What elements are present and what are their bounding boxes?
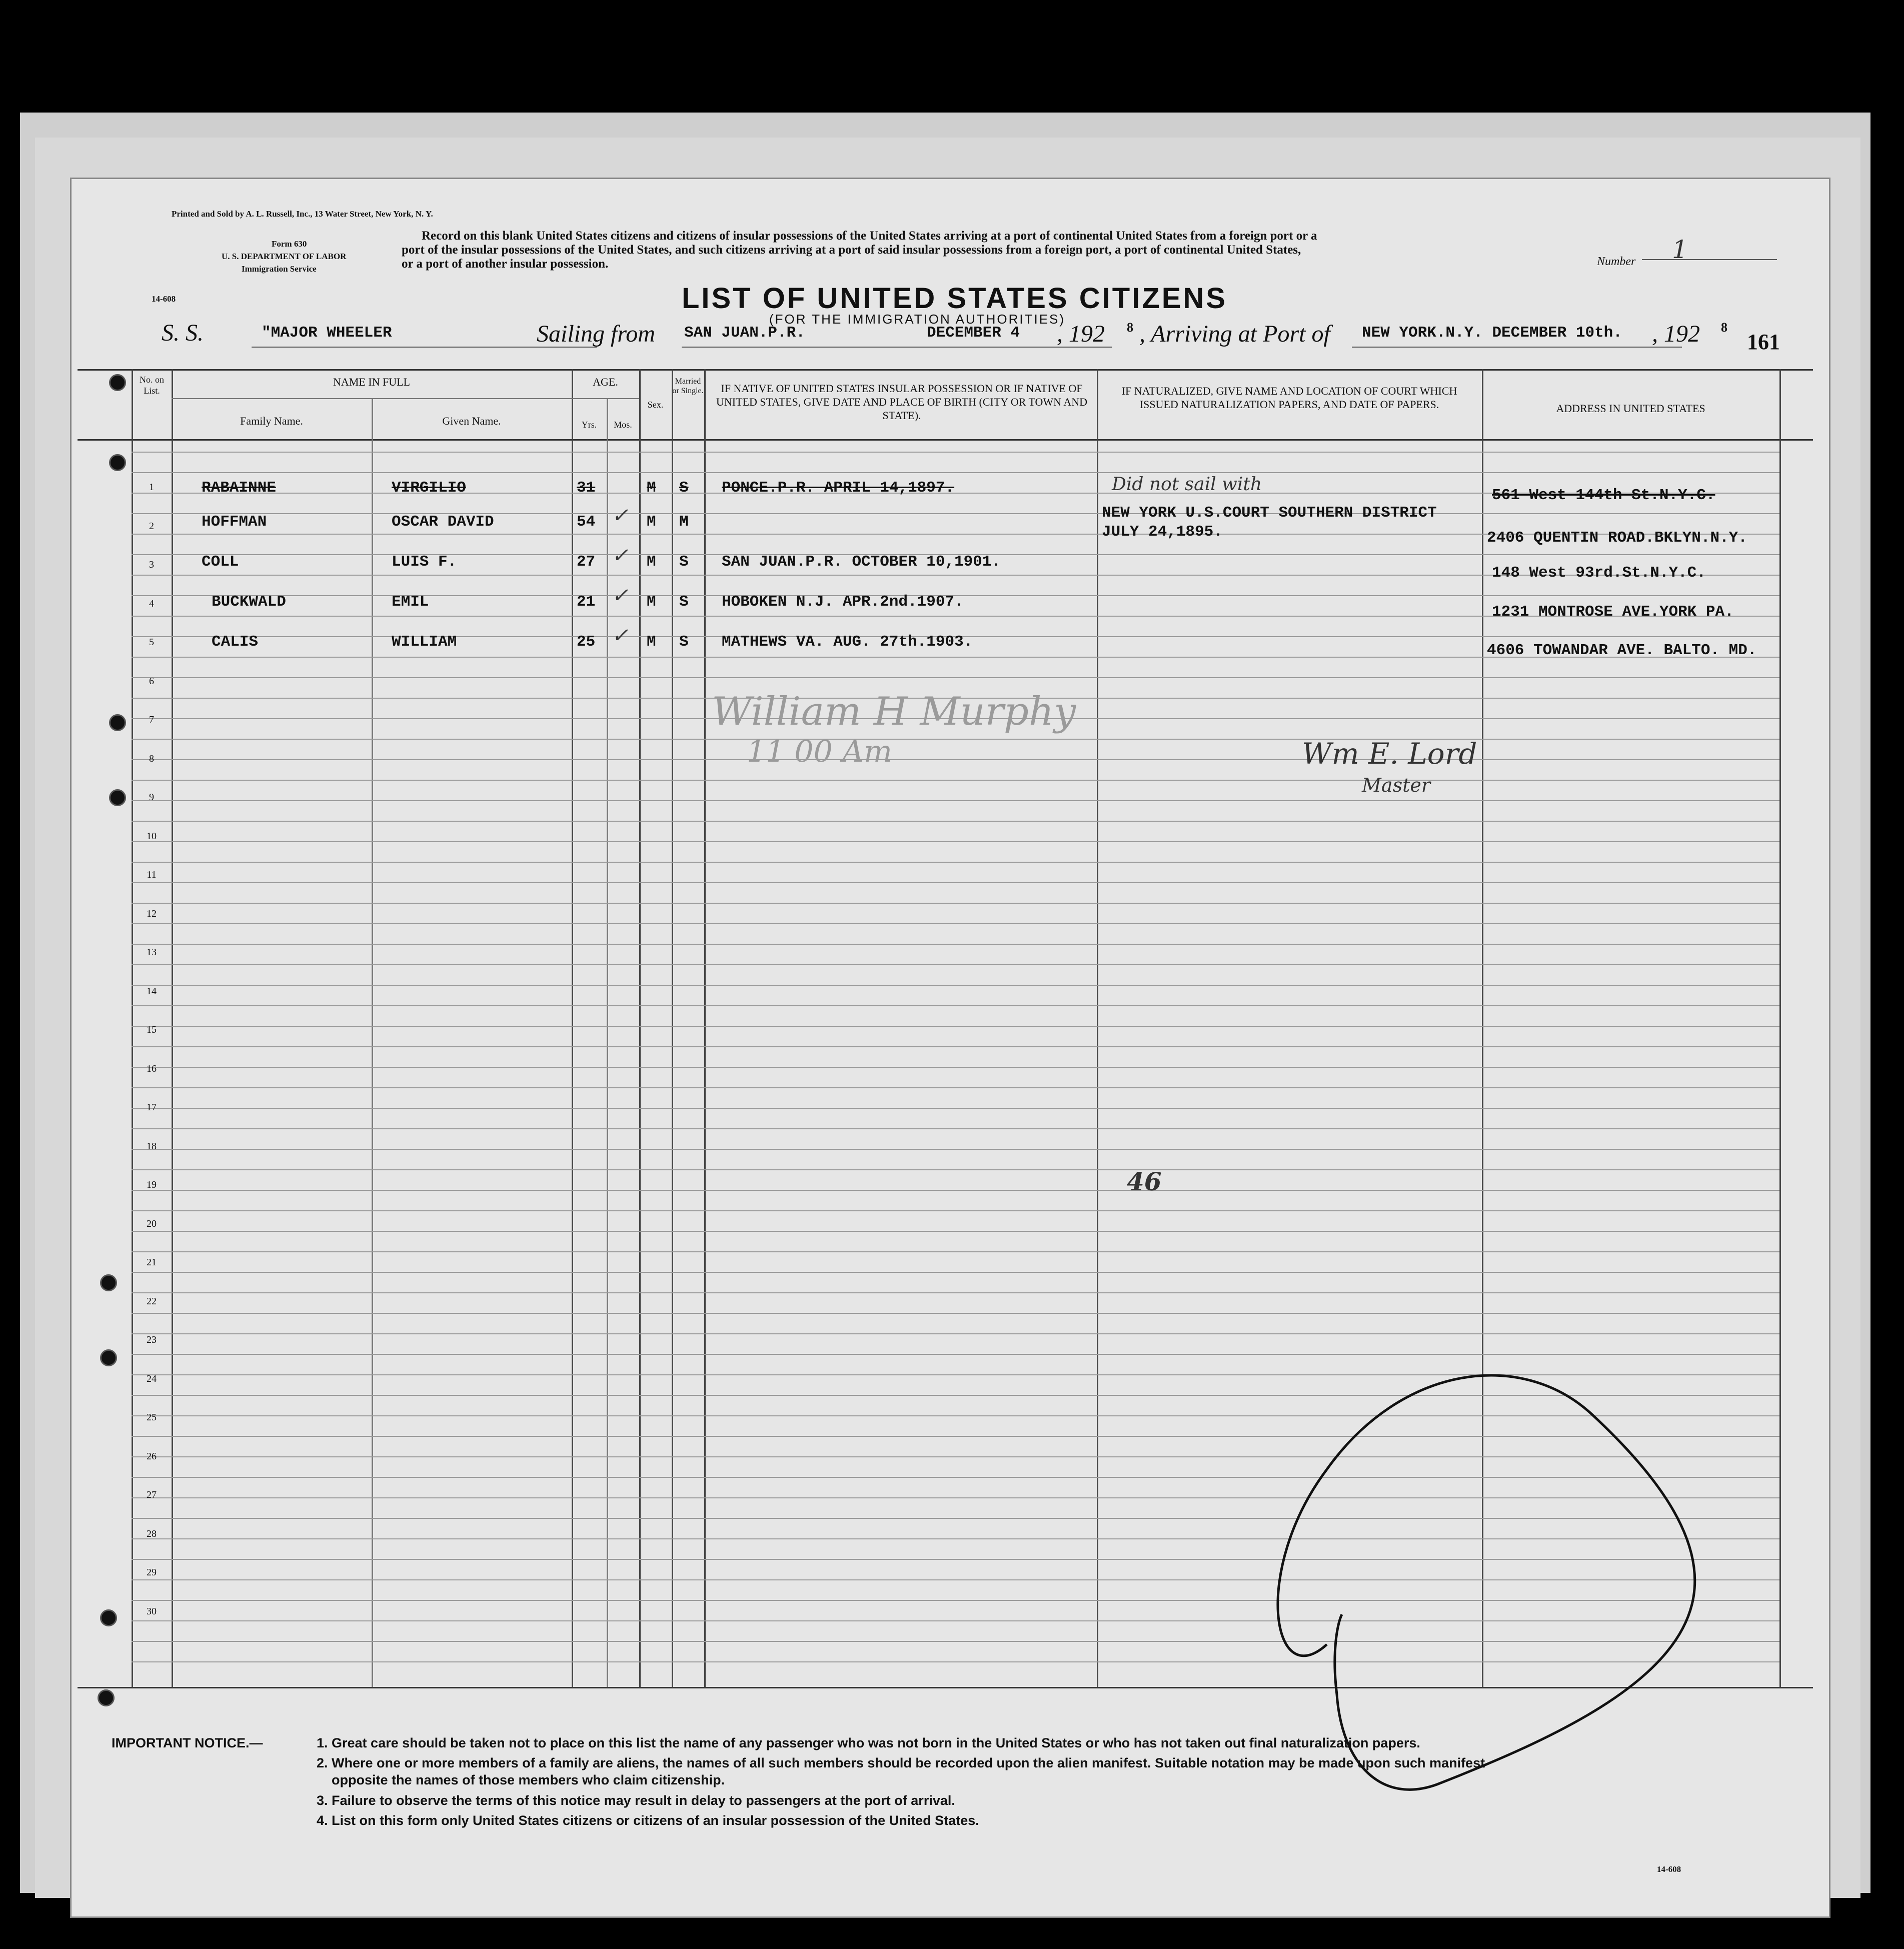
ruled-line [132, 821, 1779, 822]
row-number: 22 [147, 1295, 157, 1307]
sailing-from: SAN JUAN.P.R. [684, 324, 805, 342]
given-name: EMIL [392, 593, 429, 611]
ruled-line [132, 923, 1779, 924]
inspector-signature: William H Murphy [712, 689, 1076, 734]
given-name: OSCAR DAVID [392, 513, 494, 531]
ruled-line [132, 1108, 1779, 1109]
row-number: 17 [147, 1102, 157, 1113]
ruled-line [132, 1005, 1779, 1006]
row-number: 29 [147, 1567, 157, 1578]
number-underline [1642, 259, 1777, 260]
service-label: Immigration Service [242, 264, 317, 274]
row-number: 28 [147, 1528, 157, 1539]
ruled-line [132, 780, 1779, 781]
row-number: 8 [149, 753, 154, 764]
arriving-port: NEW YORK.N.Y. DECEMBER 10th. [1362, 324, 1622, 342]
col-age: AGE. [593, 376, 618, 388]
sex: M [647, 479, 656, 497]
check-mark: ✓ [612, 624, 629, 647]
ruled-line [132, 1251, 1779, 1252]
given-name: LUIS F. [392, 553, 457, 571]
family-name: HOFFMAN [202, 513, 267, 531]
row-number: 23 [147, 1334, 157, 1345]
row-number: 7 [149, 714, 154, 725]
naturalization-note: Did not sail with [1112, 474, 1262, 495]
ruled-line [132, 1210, 1779, 1211]
table-top-border [78, 369, 1813, 371]
row-number: 19 [147, 1179, 157, 1190]
ss-label: S. S. [162, 320, 204, 346]
naturalization-court: NEW YORK U.S.COURT SOUTHERN DISTRICT [1102, 504, 1437, 522]
row-number: 5 [149, 637, 154, 648]
birth-info: HOBOKEN N.J. APR.2nd.1907. [722, 593, 964, 611]
instruction-line-1: Record on this blank United States citizens and citizens of insular possessions of the United States arriving at a port of continental United States from a foreign port or a [422, 229, 1317, 243]
binder-hole [100, 1274, 117, 1291]
binder-hole [100, 1609, 117, 1626]
row-number: 16 [147, 1063, 157, 1074]
marital-status: M [679, 513, 689, 531]
check-mark: ✓ [612, 544, 629, 567]
ruled-line [132, 1169, 1779, 1170]
age-years: 21 [577, 593, 596, 611]
col-naturalized: IF NATURALIZED, GIVE NAME AND LOCATION OF COURT WHICH ISSUED NATURALIZATION PAPERS, AND DATE OF PAPERS. [1121, 385, 1457, 411]
notice-item-2-cont: opposite the names of those members who claim citizenship. [332, 1772, 725, 1787]
row-number: 14 [147, 985, 157, 997]
sex: M [647, 513, 656, 531]
row-number: 1 [149, 482, 154, 493]
master-title: Master [1362, 774, 1430, 796]
page-title: LIST OF UNITED STATES CITIZENS [682, 282, 1227, 315]
marital-status: S [679, 633, 689, 651]
sailing-label: Sailing from [537, 321, 655, 347]
row-number: 13 [147, 947, 157, 958]
extra-address: 4606 TOWANDAR AVE. BALTO. MD. [1487, 642, 1757, 659]
row-number: 21 [147, 1257, 157, 1268]
col-address: ADDRESS IN UNITED STATES [1556, 402, 1705, 415]
col-birth: IF NATIVE OF UNITED STATES INSULAR POSSESSION OR IF NATIVE OF UNITED STATES, GIVE DATE AND PLACE OF BIRTH (CITY OR TOWN AND STATE). [716, 382, 1088, 422]
year-prefix: , 192 [1057, 321, 1105, 347]
row-number: 6 [149, 675, 154, 687]
row-number: 18 [147, 1140, 157, 1152]
year2-prefix: , 192 [1652, 321, 1700, 347]
sex: M [647, 593, 656, 611]
binder-hole [109, 789, 126, 806]
year2-digit: 8 [1721, 320, 1727, 335]
ruled-line [132, 1128, 1779, 1129]
col-mos: Mos. [614, 420, 632, 430]
ruled-line [132, 985, 1779, 986]
age-years: 27 [577, 553, 596, 571]
ruled-line [132, 903, 1779, 904]
marital-status: S [679, 593, 689, 611]
row-number: 20 [147, 1218, 157, 1229]
binder-hole [109, 374, 126, 391]
age-years: 31 [577, 479, 596, 497]
row-number: 25 [147, 1412, 157, 1423]
marital-status: S [679, 553, 689, 571]
col-sex: Sex. [647, 400, 664, 410]
ruled-line [132, 759, 1779, 760]
col-name-in-full: NAME IN FULL [333, 376, 410, 388]
family-name: COLL [202, 553, 239, 571]
row-number: 12 [147, 908, 157, 919]
col-yrs: Yrs. [581, 420, 597, 430]
age-years: 54 [577, 513, 596, 531]
ruled-line [132, 944, 1779, 945]
birth-info: MATHEWS VA. AUG. 27th.1903. [722, 633, 973, 651]
footer-form-code: 14-608 [1657, 1864, 1681, 1874]
marital-status: S [679, 479, 689, 497]
sailing-date: DECEMBER 4 [927, 324, 1020, 342]
col-given-name: Given Name. [442, 415, 501, 427]
address: 1231 MONTROSE AVE.YORK PA. [1492, 603, 1734, 621]
department-label: U. S. DEPARTMENT OF LABOR [222, 252, 347, 261]
given-name: VIRGILIO [392, 479, 466, 497]
sex: M [647, 553, 656, 571]
age-years: 25 [577, 633, 596, 651]
ruled-line [132, 1333, 1779, 1334]
row-number: 4 [149, 598, 154, 609]
binder-hole [109, 454, 126, 471]
instruction-line-2: port of the insular possessions of the United States, and such citizens arriving at a port of said insular possessions from a foreign port, a port of continental United States, [402, 243, 1301, 257]
row-number: 10 [147, 830, 157, 842]
ruled-line [132, 472, 1779, 473]
manifest-page [70, 178, 1830, 1918]
row-number: 2 [149, 520, 154, 532]
col-no: No. on List. [140, 375, 164, 396]
ruled-line [132, 964, 1779, 965]
sex: M [647, 633, 656, 651]
birth-info: PONCE.P.R. APRIL 14,1897. [722, 479, 955, 497]
ruled-line [132, 1313, 1779, 1314]
binder-hole [100, 1349, 117, 1366]
notice-item-1: 1. Great care should be taken not to place on this list the name of any passenger who was not born in the United States or who has not taken out final naturalization papers. [317, 1735, 1420, 1750]
form-number: Form 630 [272, 239, 307, 249]
notice-item-3: 3. Failure to observe the terms of this notice may result in delay to passengers at the port of arrival. [317, 1793, 955, 1808]
ruled-line [132, 882, 1779, 883]
notice-item-2: 2. Where one or more members of a family are aliens, the names of all such members should be recorded upon the alien manifest. Suitable notation may be made upon such manifest [317, 1755, 1485, 1770]
number-label: Number [1597, 255, 1636, 268]
arriving-label: , Arriving at Port of [1139, 321, 1330, 347]
inspection-time: 11 00 Am [747, 734, 893, 769]
naturalization-date: JULY 24,1895. [1102, 523, 1223, 541]
stamp-number: 46 [1127, 1167, 1162, 1196]
page-subtitle: (FOR THE IMMIGRATION AUTHORITIES) [769, 312, 1066, 327]
instruction-line-3: or a port of another insular possession. [402, 257, 609, 271]
row-number: 11 [147, 869, 157, 880]
ruled-line [132, 513, 1779, 514]
master-signature: Wm E. Lord [1302, 737, 1477, 771]
ship-name: "MAJOR WHEELER [262, 324, 392, 342]
row-number: 9 [149, 792, 154, 803]
table-header-border [78, 439, 1813, 441]
ruled-line [132, 862, 1779, 863]
page-number: 161 [1747, 330, 1780, 354]
row-number: 27 [147, 1489, 157, 1500]
year-digit: 8 [1127, 320, 1133, 335]
address: 561 West 144th St.N.Y.C. [1492, 487, 1715, 504]
ruled-line [132, 1149, 1779, 1150]
address: 2406 QUENTIN ROAD.BKLYN.N.Y. [1487, 529, 1747, 547]
ruled-line [132, 1272, 1779, 1273]
family-name: RABAINNE [202, 479, 276, 497]
ruled-line [132, 1292, 1779, 1293]
given-name: WILLIAM [392, 633, 457, 651]
ruled-line [132, 1046, 1779, 1047]
ruled-line [132, 1231, 1779, 1232]
row-number: 30 [147, 1605, 157, 1617]
ruled-line [132, 841, 1779, 842]
row-number: 15 [147, 1024, 157, 1035]
notice-heading: IMPORTANT NOTICE.— [112, 1735, 263, 1750]
binder-hole [98, 1689, 115, 1706]
ruled-line [132, 739, 1779, 740]
ruled-line [132, 1026, 1779, 1027]
row-number: 3 [149, 559, 154, 570]
ruled-line [132, 1067, 1779, 1068]
row-number: 26 [147, 1450, 157, 1462]
ruled-line [132, 452, 1779, 453]
ruled-line [132, 1190, 1779, 1191]
printer-line: Printed and Sold by A. L. Russell, Inc., 13 Water Street, New York, N. Y. [172, 209, 433, 219]
birth-info: SAN JUAN.P.R. OCTOBER 10,1901. [722, 553, 1001, 571]
ruled-line [132, 1087, 1779, 1088]
check-mark: ✓ [612, 584, 629, 607]
family-name: CALIS [212, 633, 259, 651]
row-number: 24 [147, 1373, 157, 1384]
check-mark: ✓ [612, 504, 629, 527]
notice-item-4: 4. List on this form only United States citizens or citizens of an insular possession of the United States. [317, 1813, 979, 1828]
family-name: BUCKWALD [212, 593, 286, 611]
ruled-line [132, 677, 1779, 678]
col-married-single: Married or Single. [672, 377, 704, 395]
address: 148 West 93rd.St.N.Y.C. [1492, 564, 1706, 582]
binder-hole [109, 714, 126, 731]
ruled-line [132, 800, 1779, 801]
number-value: 1 [1672, 235, 1688, 264]
col-family-name: Family Name. [240, 415, 303, 427]
form-code: 14-608 [152, 294, 176, 304]
